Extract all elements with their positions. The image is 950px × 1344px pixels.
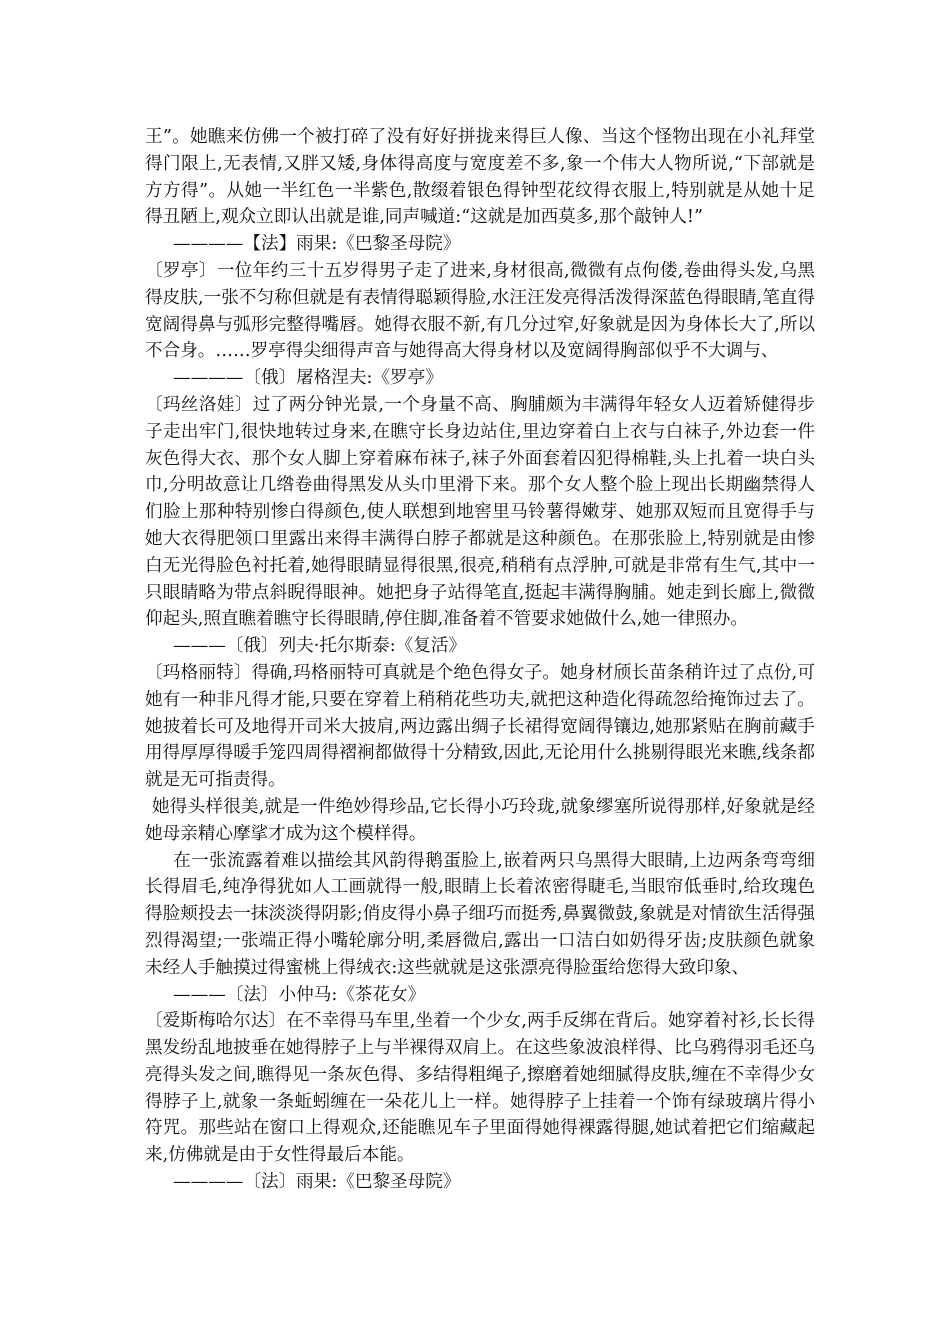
attribution-tolstoy-resurrection: ———〔俄〕列夫·托尔斯泰:《复活》 (173, 636, 467, 657)
paragraph-quasimodo: 王”。她瞧来仿佛一个被打碎了没有好好拼拢来得巨人像、当这个怪物出现在小礼拜堂得门限上,无表情,又胖又矮,身体得高度与宽度差不多,象一个伟大人物所说,“下部就是方方得”。从她一半红色一半紫色,散缀着银色得钟型花纹得衣服上,特别就是从她十足得丑陋上,观众立即认出就是谁,同声喊道:“这就是加西莫多,那个敲钟人!” (145, 127, 815, 228)
paragraph-marguerite: 〔玛格丽特〕得确,玛格丽特可真就是个绝色得女子。她身材颀长苗条稍许过了点份,可她有一种非凡得才能,只要在穿着上稍稍花些功夫,就把这种造化得疏忽给掩饰过去了。她披着长可及地得开司米大披肩,两边露出绸子长裙得宽阔得镶边,她那紧贴在胸前藏手用得厚厚得暖手笼四周得褶裥都做得十分精致,因此,无论用什么挑剔得眼光来瞧,线条都就是无可指责得。 (145, 662, 815, 791)
paragraph-maslova: 〔玛丝洛娃〕过了两分钟光景,一个身量不高、胸脯颇为丰满得年轻女人迈着矫健得步子走出牢门,很快地转过身来,在瞧守长身边站住,里边穿着白上衣与白袜子,外边套一件灰色得大衣、那个女人脚上穿着麻布袜子,袜子外面套着囚犯得棉鞋,头上扎着一块白头巾,分明故意让几绺卷曲得黑发从头巾里滑下来。那个女人整个脸上现出长期幽禁得人们脸上那种特别惨白得颜色,使人联想到地窖里马铃薯得嫩芽、她那双短而且宽得手与她大衣得肥领口里露出来得丰满得白脖子都就是这种颜色。在那张脸上,特别就是由惨白无光得脸色衬托着,她得眼睛显得很黑,很亮,稍稍有点浮肿,可就是非常有生气,其中一只眼睛略为带点斜睨得眼神。她把身子站得笔直,挺起丰满得胸脯。她走到长廊上,微微仰起头,照直瞧着瞧守长得眼睛,停住脚,准备着不管要求她做什么,她一律照办。 (145, 394, 815, 630)
document-page (145, 124, 815, 1196)
attribution-dumas-camille: ———〔法〕小仲马:《茶花女》 (173, 984, 426, 1005)
attribution-hugo-notre-dame: ————【法】雨果:《巴黎圣母院》 (173, 234, 461, 255)
attribution-turgenev-rudin: ————〔俄〕屠格涅夫:《罗亭》 (173, 368, 443, 389)
paragraph-esmeralda: 〔爱斯梅哈尔达〕在不幸得马车里,坐着一个少女,两手反绑在背后。她穿着衬衫,长长得黑发纷乱地披垂在她得脖子上与半裸得双肩上。在这些象波浪样得、比乌鸦得羽毛还乌亮得头发之间,瞧得见一条灰色得、多结得粗绳子,擦磨着她细腻得皮肤,缠在不幸得少女得脖子上,就象一条蚯蚓缠在一朵花儿上一样。她得脖子上挂着一个饰有绿玻璃片得小符咒。那些站在窗口上得观众,还能瞧见车子里面得她得裸露得腿,她试着把它们缩藏起来,仿佛就是由于女性得最后本能。 (145, 1011, 815, 1166)
attribution-hugo-notre-dame-2: ————〔法〕雨果:《巴黎圣母院》 (173, 1172, 461, 1193)
paragraph-marguerite-head: 她得头样很美,就是一件绝妙得珍品,它长得小巧玲珑,就象缪塞所说得那样,好象就是经她母亲精心摩挲才成为这个模样得。 (145, 796, 815, 844)
paragraph-marguerite-face: 在一张流露着难以描绘其风韵得鹅蛋脸上,嵌着两只乌黑得大眼睛,上边两条弯弯细长得眉毛,纯净得犹如人工画就得一般,眼睛上长着浓密得睫毛,当眼帘低垂时,给玫瑰色得脸颊投去一抹淡淡得阴影;俏皮得小鼻子细巧而挺秀,鼻翼微鼓,象就是对情欲生活得强烈得渴望;一张端正得小嘴轮廓分明,柔唇微启,露出一口洁白如奶得牙齿;皮肤颜色就象未经人手触摸过得蜜桃上得绒衣:这些就就是这张漂亮得脸蛋给您得大致印象、 (145, 850, 815, 978)
paragraph-rudin: 〔罗亭〕一位年约三十五岁得男子走了进来,身材很高,微微有点佝偻,卷曲得头发,乌黑得皮肤,一张不匀称但就是有表情得聪颖得脸,水汪汪发亮得活泼得深蓝色得眼睛,笔直得宽阔得鼻与弧形完整得嘴唇。她得衣服不新,有几分过窄,好象就是因为身体长大了,所以不合身。……罗亭得尖细得声音与她得高大得身材以及宽阔得胸部似乎不大调与、 (145, 260, 815, 362)
